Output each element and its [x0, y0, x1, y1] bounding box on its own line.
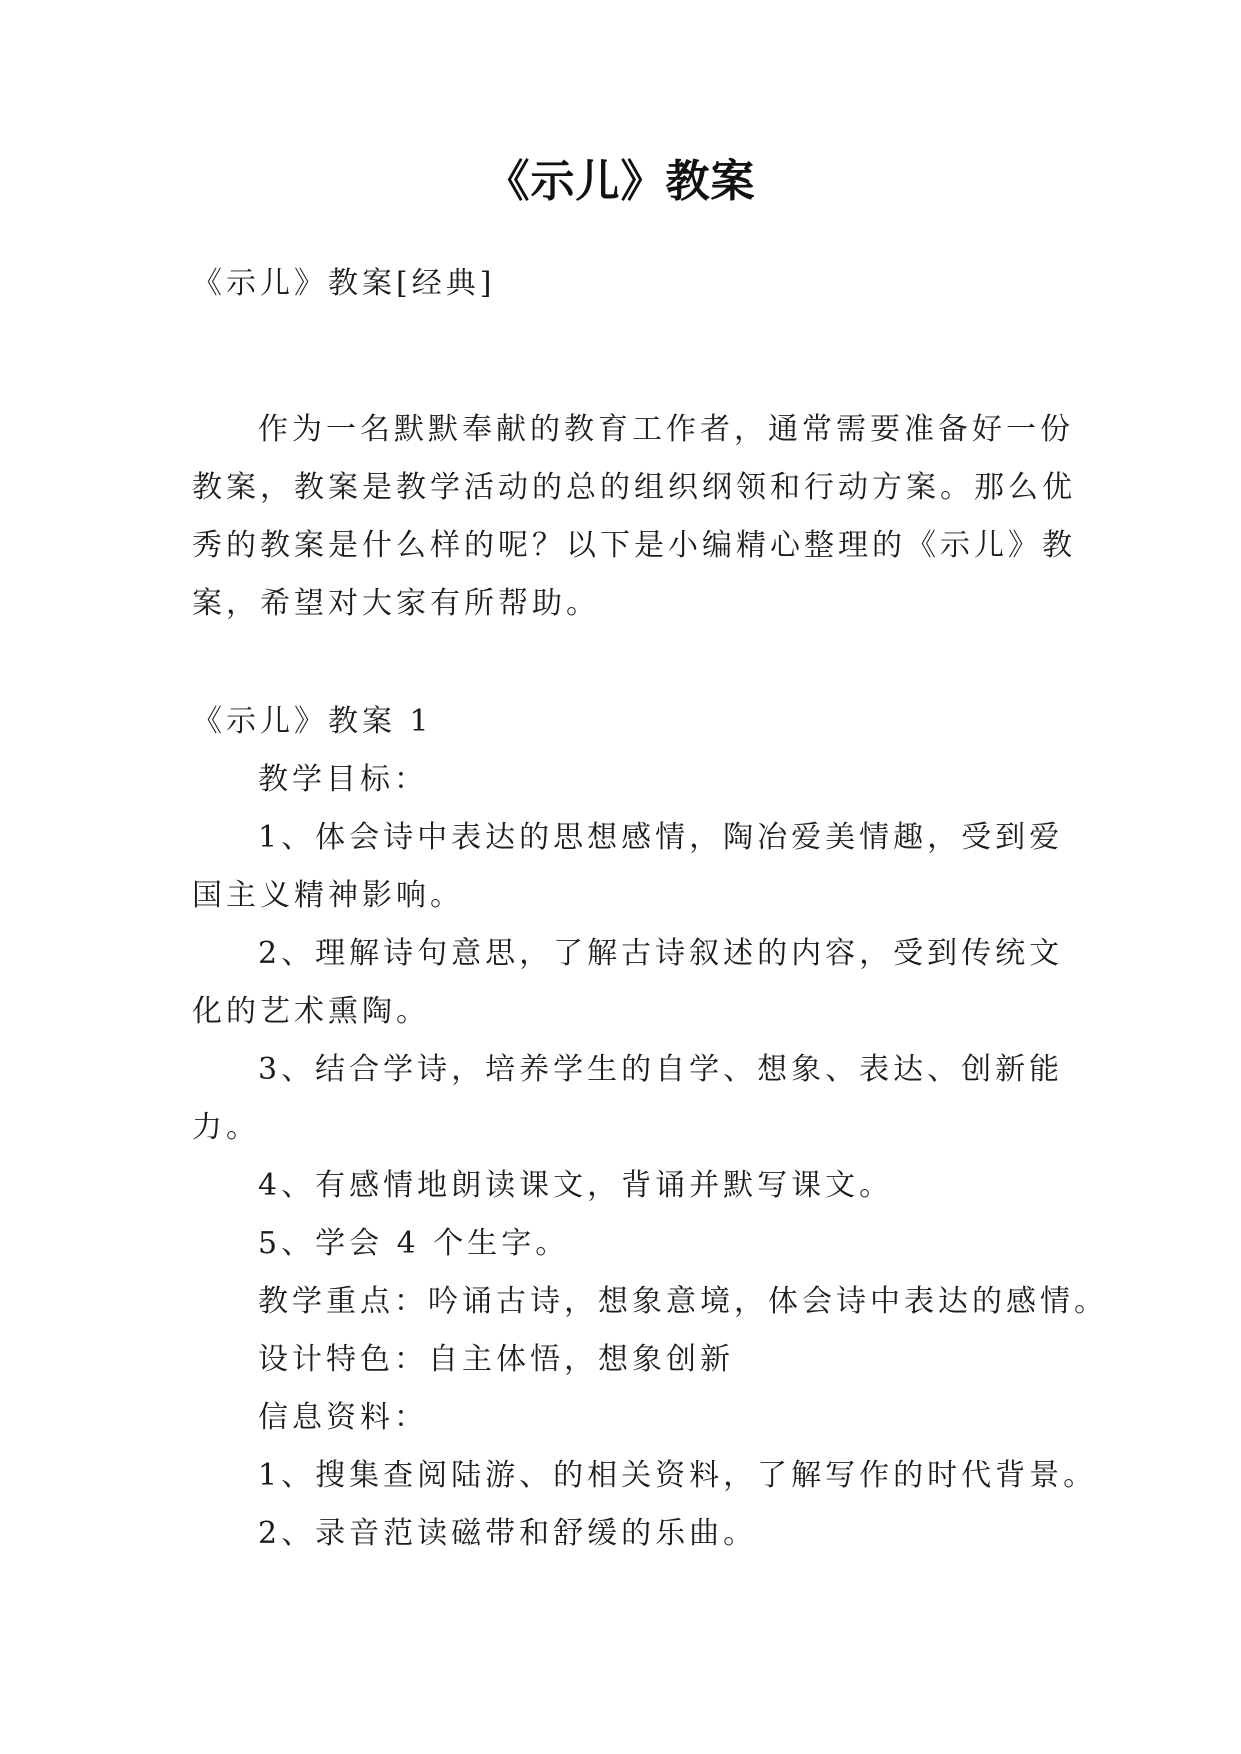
info-label: 信息资料： [258, 1400, 428, 1435]
objective-2-line-1: 2、理解诗句意思，了解古诗叙述的内容，受到传统文 [258, 936, 1064, 971]
info-item-2: 2、录音范读磁带和舒缓的乐曲。 [258, 1516, 758, 1551]
intro-line-3: 秀的教案是什么样的呢？以下是小编精心整理的《示儿》教 [192, 528, 1076, 563]
objective-4: 4、有感情地朗读课文，背诵并默写课文。 [258, 1168, 894, 1203]
objective-1-line-2: 国主义精神影响。 [192, 878, 464, 913]
section-heading: 《示儿》教案 1 [192, 704, 433, 739]
info-item-1: 1、搜集查阅陆游、的相关资料，了解写作的时代背景。 [258, 1458, 1098, 1493]
document-subtitle: 《示儿》教案[经典] [192, 266, 496, 301]
objective-5: 5、学会 4 个生字。 [258, 1226, 570, 1261]
intro-line-2: 教案，教案是教学活动的总的组织纲领和行动方案。那么优 [192, 470, 1076, 505]
objective-2-line-2: 化的艺术熏陶。 [192, 994, 430, 1029]
objective-3-line-1: 3、结合学诗，培养学生的自学、想象、表达、创新能 [258, 1052, 1064, 1087]
design-feature: 设计特色：自主体悟，想象创新 [258, 1342, 734, 1377]
objectives-label: 教学目标： [258, 762, 428, 797]
objective-3-line-2: 力。 [192, 1110, 260, 1145]
intro-line-4: 案，希望对大家有所帮助。 [192, 586, 600, 621]
key-points: 教学重点：吟诵古诗，想象意境，体会诗中表达的感情。 [258, 1284, 1108, 1319]
document-title: 《示儿》教案 [485, 156, 756, 207]
objective-1-line-1: 1、体会诗中表达的思想感情，陶冶爱美情趣，受到爱 [258, 820, 1064, 855]
intro-line-1: 作为一名默默奉献的教育工作者，通常需要准备好一份 [258, 412, 1074, 447]
